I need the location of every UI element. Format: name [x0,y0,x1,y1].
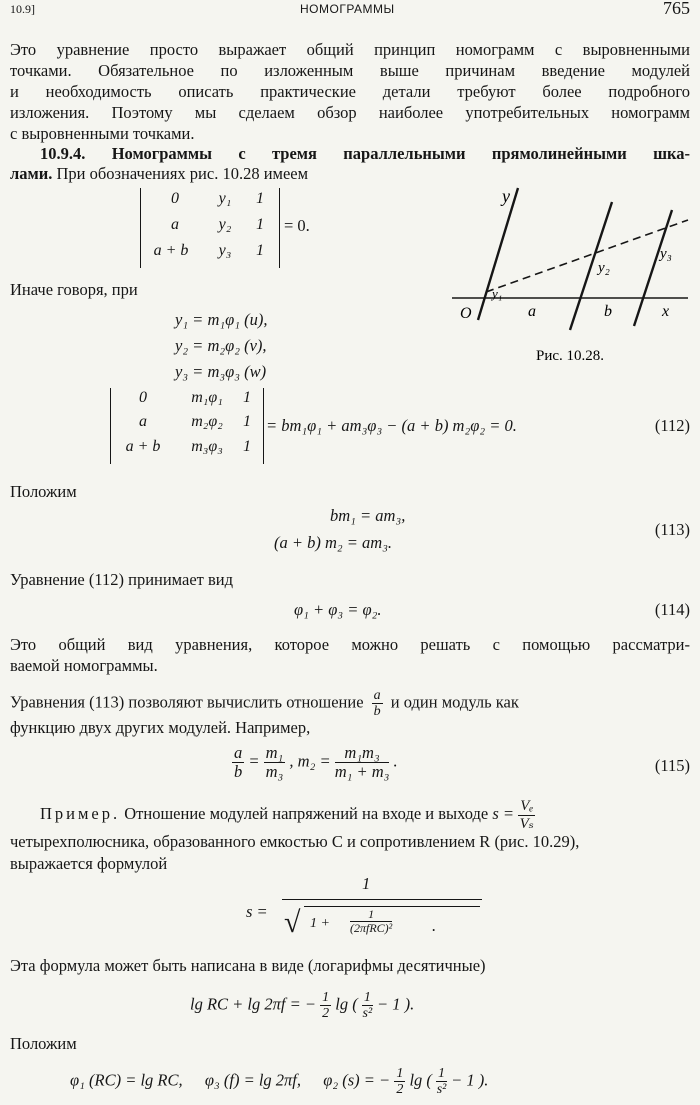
label-a: a [528,303,536,320]
eq113-line-2: (a + b) m₂ = am₃. [274,533,393,552]
ratio-denominator: b [373,704,381,720]
eq-phi-tail: − 1 ). [451,1070,489,1090]
example-line-3: выражается формулой [10,854,168,873]
formula-s-inner-frac [350,908,392,935]
eq-lg-half-den: 2 [322,1006,330,1022]
eq-number-113: (113) [654,520,690,539]
example-label: Пример. [40,803,121,823]
eq-number-114: (114) [654,600,690,619]
formula-s-end: . [432,916,437,935]
det1-cell: y₃ [218,242,232,259]
det1-rhs: = 0. [284,216,310,235]
para1-line-2: точками. Обязательное по изложенным выше причинам введение модулей [10,61,690,80]
ratio-vs: Vₛ [519,815,534,832]
eq-phi-3: φ₃ (f) = lg 2πf, [204,1070,302,1090]
determinant-2 [110,388,264,464]
det1-cell: y₁ [218,190,232,207]
eq-lg-half-num: 1 [322,990,330,1005]
det1-cell: a [171,216,179,233]
det1-cell: 1 [256,190,264,207]
det2-cell: 1 [243,413,251,430]
eq115 [232,744,398,781]
eq115-r1 [264,744,286,781]
sqrt-sign-icon: √ [284,906,301,939]
figure-caption: Рис. 10.28. [536,348,605,364]
eq115-equals: = [248,751,260,771]
eq-phi [70,1066,488,1098]
eq-number-112: (112) [654,416,690,435]
eq115-lhs [232,744,244,781]
def-y3: y₃ = m₃φ₃ (w) [175,362,267,381]
eq114: φ₁ + φ₃ = φ₂. [294,600,382,619]
eq-phi-frac-den: s² [436,1082,447,1098]
det1-cell: 1 [256,216,264,233]
otherwise-text: Иначе говоря, при [10,280,138,299]
eq-lg-tail: − 1 ). [376,994,415,1014]
det1-cell: 1 [256,242,264,259]
eq-number-115: (115) [654,756,690,775]
det2-cell: 0 [139,389,147,406]
figure-10-28 [440,180,690,365]
para1-line-5: с выровненными точками. [10,124,195,143]
eq115-lhs-num: a [234,743,243,762]
eq115-r2 [335,744,390,781]
formula-s-inner-num: 1 [350,908,392,922]
formula-s-num: 1 [362,874,371,893]
label-b: b [604,303,612,320]
para3-line-2: функцию двух других модулей. Например, [10,718,311,737]
eq115-r1-den: m₃ [265,762,284,782]
det2-cell: a [139,413,147,430]
eq-phi-half-num: 1 [396,1066,404,1081]
formula-s-bar [282,899,482,900]
eq-lg-mid: lg ( [335,994,358,1014]
section-text: При обозначениях рис. 10.28 имеем [56,164,309,183]
section-heading-line-1 [40,144,690,164]
det2-cell: m₁φ₁ [191,389,223,406]
para3-line-1 [10,688,690,720]
determinant-1 [140,188,280,268]
let1-text: Положим [10,482,77,501]
eq115-sep: , m₂ = [289,751,331,771]
page-number: 765 [663,0,690,18]
det2-rhs: = bm₁φ₁ + am₃φ₃ − (a + b) m₂φ₂ = 0. [266,416,517,435]
ratio-numerator: a [373,688,381,703]
section-title-2: лами. [10,164,53,183]
ratio-ve-vs [518,798,535,832]
para2-line-2: ваемой номограммы. [10,656,158,675]
det2-cell: m₂φ₂ [191,413,223,430]
eq-phi-1: φ₁ (RC) = lg RC, [70,1070,183,1090]
ratio-fraction [372,688,383,720]
example-line-2: четырехполюсника, образованного емкостью C и сопротивлением R (рис. 10.29), [10,832,580,851]
eq-lg-frac [362,990,373,1022]
eq-phi-half [394,1066,405,1098]
formula-s-inner-den: (2πfRC)² [350,921,393,936]
para1-line-3: и необходимость описать практические детали требуют более подробного [10,82,690,101]
section-title-1: Номограммы с тремя параллельными прямолинейными шка- [111,144,691,163]
para2-line-1: Это общий вид уравнения, которое можно решать с помощью рассматри- [10,635,690,654]
ratio-ve: Vₑ [520,798,534,814]
eq113-line-1: bm₁ = am₃, [330,506,406,525]
section-heading-line-2 [10,164,308,184]
eq115-r1-num: m₁ [265,743,284,762]
para1-line-4: изложения. Поэтому мы сделаем обзор наиболее употребительных номограмм [10,103,690,122]
label-y3: y₃ [660,246,672,262]
label-y: y [502,186,510,206]
label-o: O [460,305,472,322]
para1-line-1: Это уравнение просто выражает общий принцип номограмм с выровненными [10,40,690,59]
running-head-section: 10.9] [10,2,35,16]
sqrt-bar [304,906,480,907]
label-y2: y₂ [598,260,610,276]
para3-text-a: Уравнения (113) позволяют вычислить отношение [10,692,364,712]
det1-cell: a + b [153,242,189,259]
example-line-1 [40,798,535,832]
eq115-r2-num: m₁m₃ [335,744,390,763]
formula-s-lhs: s = [246,902,268,921]
para4: Эта формула может быть написана в виде (логарифмы десятичные) [10,956,486,975]
running-head-title: НОМОГРАММЫ [300,2,395,16]
det2-cell: a + b [125,438,161,455]
def-y1: y₁ = m₁φ₁ (u), [175,310,268,329]
formula-s-inner-1: 1 + [310,916,330,931]
eq-phi-2: φ₂ (s) = − [323,1070,391,1090]
example-text: Отношение модулей напряжений на входе и выходе [124,803,489,823]
label-x: x [662,303,670,320]
eq114-intro: Уравнение (112) принимает вид [10,570,234,589]
section-number: 10.9.4. [40,144,86,163]
eq-lg-frac-num: 1 [363,990,371,1005]
eq115-r2-den: m₁ + m₃ [334,762,390,782]
let2-text: Положим [10,1034,77,1053]
eq-lg-frac-den: s² [362,1006,373,1022]
example-s-eq: s = [492,803,515,823]
eq-lg-half [320,990,331,1022]
eq-lg [190,990,414,1022]
eq-phi-half-den: 2 [396,1082,404,1098]
eq-phi-frac-num: 1 [438,1066,446,1081]
para3-text-b: и один модуль как [390,692,519,712]
label-y1: y₁ [492,286,503,301]
eq115-lhs-den: b [234,762,243,782]
det2-cell: 1 [243,389,251,406]
det1-cell: y₂ [218,216,232,233]
eq-lg-lhs: lg RC + lg 2πf = − [190,994,317,1014]
det2-cell: 1 [243,438,251,455]
eq115-end: . [393,751,398,771]
def-y2: y₂ = m₂φ₂ (v), [175,336,267,355]
det2-cell: m₃φ₃ [191,438,223,455]
eq-phi-mid: lg ( [409,1070,432,1090]
det1-cell: 0 [171,190,179,207]
eq-phi-frac [436,1066,447,1098]
